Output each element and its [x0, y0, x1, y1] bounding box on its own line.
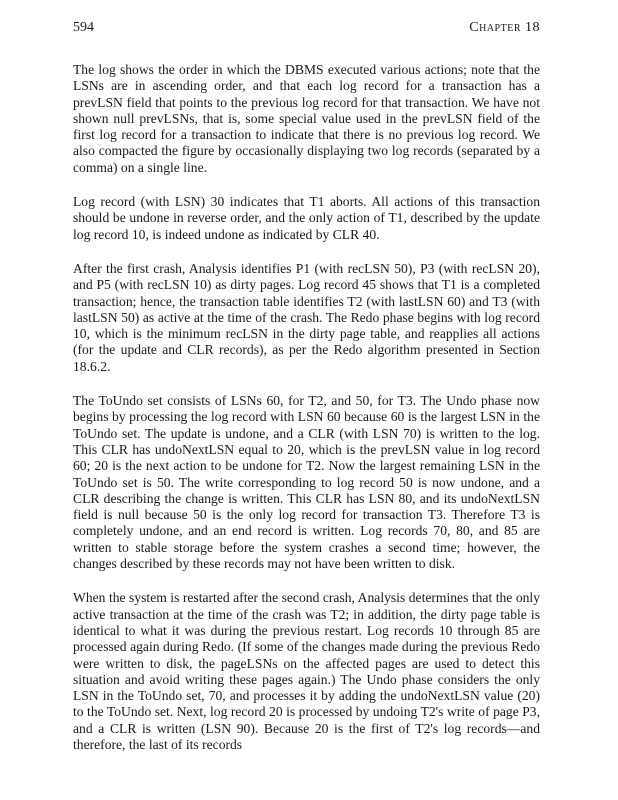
page-number: 594 [73, 20, 94, 35]
paragraph-3: After the first crash, Analysis identifies P1 (with recLSN 50), P3 (with recLSN 20), and P5 (with recLSN 10) as dirty pages. Log record 45 shows that T1 is a completed transaction; hence, the transaction table identifies T2 (with lastLSN 60) and T3 (with lastLSN 50) as active at the time of the crash. The Redo phase begins with log record 10, which is the minimum recLSN in the dirty page table, and reapplies all actions (for the update and CLR records), as per the Redo algorithm presented in Section 18.6.2. [73, 260, 540, 374]
paragraph-4: The ToUndo set consists of LSNs 60, for T2, and 50, for T3. The Undo phase now begins by processing the log record with LSN 60 because 60 is the largest LSN in the ToUndo set. The update is undone, and a CLR (with LSN 70) is written to the log. This CLR has undoNextLSN equal to 20, which is the prevLSN value in log record 60; 20 is the next action to be undone for T2. Now the largest remaining LSN in the ToUndo set is 50. The write corresponding to log record 50 is now undone, and a CLR describing the change is written. This CLR has LSN 80, and its undoNextLSN field is null because 50 is the only log record for transaction T3. Therefore T3 is completely undone, and an end record is written. Log records 70, 80, and 85 are written to stable storage before the system crashes a second time; however, the changes described by these records may not have been written to disk. [73, 393, 540, 572]
paragraph-1: The log shows the order in which the DBMS executed various actions; note that the LSNs are in ascending order, and that each log record for a transaction has a prevLSN field that points to the previous log record for that transaction. We have not shown null prevLSNs, that is, some special value used in the prevLSN field of the first log record for a transaction to indicate that there is no previous log record. We also compacted the figure by occasionally displaying two log records (separated by a comma) on a single line. [73, 62, 540, 175]
paragraph-5: When the system is restarted after the second crash, Analysis determines that the only active transaction at the time of the crash was T2; in addition, the dirty page table is identical to what it was during the previous restart. Log records 10 through 85 are processed again during Redo. (If some of the changes made during the previous Redo were written to disk, the pageLSNs on the affected pages are used to detect this situation and avoid writing these pages again.) The Undo phase considers the only LSN in the ToUndo set, 70, and processes it by adding the undoNextLSN value (20) to the ToUndo set. Next, log record 20 is processed by undoing T2's write of page P3, and a CLR is written (LSN 90). Because 20 is the first of T2's log records—and therefore, the last of its records [73, 590, 540, 752]
body-text [73, 62, 540, 771]
running-head: Chapter 18 [469, 20, 540, 35]
paragraph-2: Log record (with LSN) 30 indicates that T1 aborts. All actions of this transaction should be undone in reverse order, and the only action of T1, described by the update log record 10, is indeed undone as indicated by CLR 40. [73, 194, 540, 242]
